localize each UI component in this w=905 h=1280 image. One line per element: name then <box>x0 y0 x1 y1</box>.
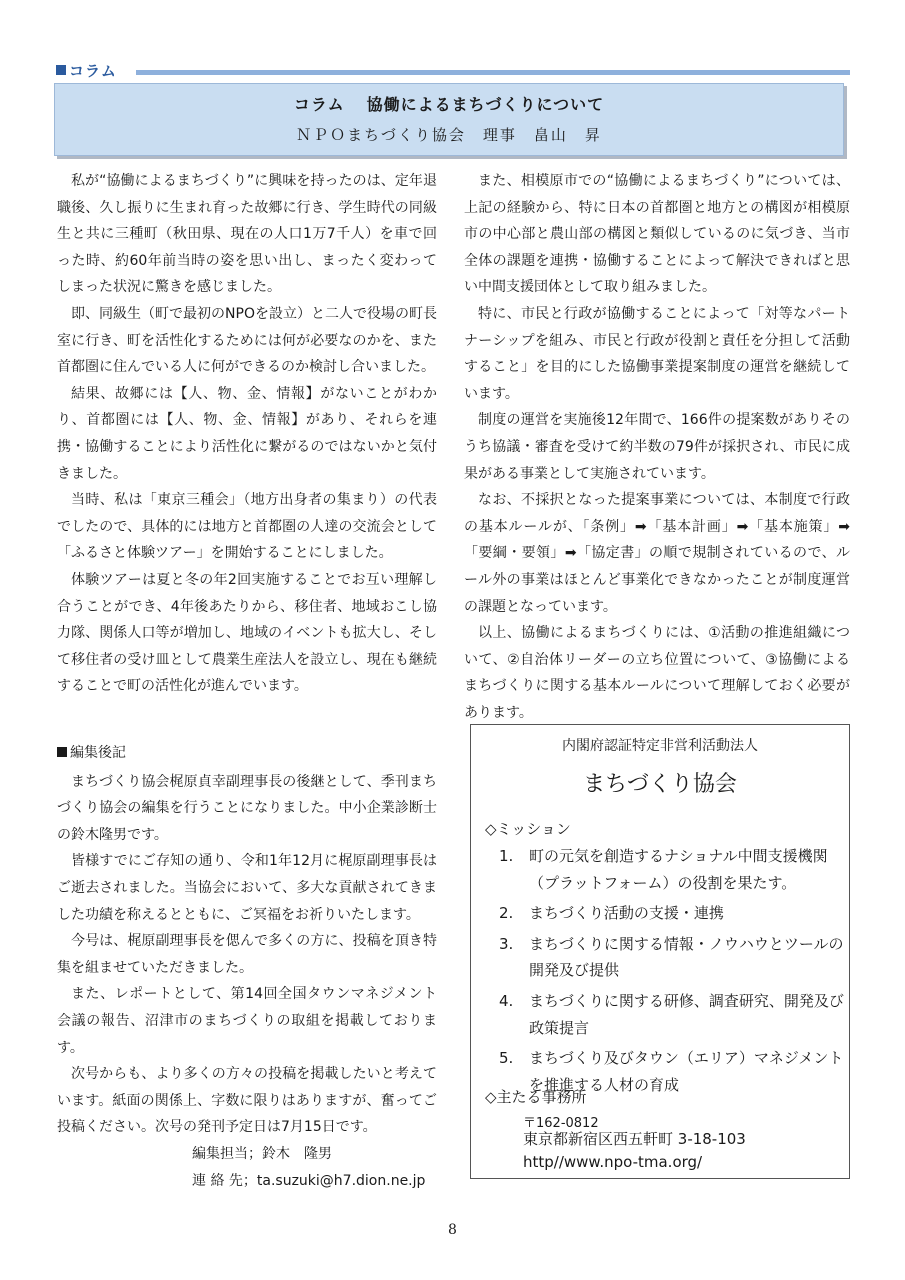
article-paragraph: 私が“協働によるまちづくり”に興味を持ったのは、定年退職後、久し振りに生まれ育った故郷に行き、学生時代の同級生と共に三種町（秋田県、現在の人口1万7千人）を車で回った時、約60年前当時の姿を思い出し、まったく変わってしまった状況に驚きを感じました。 <box>57 173 437 296</box>
mission-number: 1. <box>499 847 514 865</box>
article-paragraph: 体験ツアーは夏と冬の年2回実施することでお互い理解し合うことができ、4年後あたりから、移住者、地域おこし協力隊、関係人口等が増加し、地域のイベントも拡大し、そして移住者の受け皿として農業生産法人を設立し、現在も継続することで町の活性化が進んでいます。 <box>57 571 437 695</box>
page-number: 8 <box>448 1222 457 1238</box>
article-paragraph: 特に、市民と行政が協働することによって「対等なパートナーシップを組み、市民と行政が役割と責任を分担して活動すること」を目的にした協働事業提案制度の運営を継続しています。 <box>464 305 850 402</box>
postscript-paragraph: まちづくり協会梶原貞幸副理事長の後継として、季刊まちづくり協会の編集を行うことになりました。中小企業診断士の鈴木隆男です。 <box>57 773 437 843</box>
postscript-heading-text: 編集後記 <box>70 745 126 761</box>
office-zip: 〒162-0812 <box>523 1116 599 1131</box>
mission-text: まちづくりに関する情報・ノウハウとツールの開発及び提供 <box>529 934 844 980</box>
section-rule <box>136 70 850 75</box>
editors-postscript <box>57 740 437 1194</box>
editor-signature <box>192 1141 437 1194</box>
mission-item <box>499 843 844 896</box>
mission-list <box>499 843 844 1102</box>
postscript-paragraph: 次号からも、より多くの方々の投稿を掲載したいと考えています。紙面の関係上、字数に限りはありますが、奮ってご投稿ください。次号の発刊予定日は7月15日です。 <box>57 1066 437 1136</box>
column-author: ＮＰＯまちづくり協会 理事 畠山 昇 <box>296 126 602 144</box>
section-tag <box>56 60 117 81</box>
article-left-column <box>57 168 437 700</box>
org-website-link[interactable]: http//www.npo-tma.org/ <box>523 1153 703 1171</box>
article-paragraph: 当時、私は「東京三種会」（地方出身者の集まり）の代表でしたので、具体的には地方と首都圏の人達の交流会として「ふるさと体験ツアー」を開始することにしました。 <box>57 492 437 562</box>
postscript-paragraph: 皆様すでにご存知の通り、令和1年12月に梶原副理事長はご逝去されました。当協会において、多大な貢献されてきました功績を称えるとともに、ご冥福をお祈りいたします。 <box>57 853 437 923</box>
mission-text: まちづくり及びタウン（エリア）マネジメントを推進する人材の育成 <box>529 1049 844 1094</box>
column-title-text: 協働によるまちづくりについて <box>366 95 605 114</box>
square-bullet-icon <box>56 65 66 75</box>
editor-contact: 連 絡 先；ta.suzuki@h7.dion.ne.jp <box>192 1172 426 1189</box>
postscript-paragraph: 今号は、梶原副理事長を偲んで多くの方に、投稿を頂き特集を組ませていただきました。 <box>57 933 437 976</box>
mission-item <box>499 931 844 984</box>
article-paragraph: なお、不採択となった提案事業については、本制度で行政の基本ルールが、「条例」➡「基本計画」➡「基本施策」➡「要綱・要領」➡「協定書」の順で規制されているので、ルール外の事業はほとんど事業化できなかったことが制度運営の課題となっています。 <box>464 492 850 615</box>
article-paragraph: 制度の運営を実施後12年間で、166件の提案数がありそのうち協議・審査を受けて約半数の79件が採択され、市民に成果がある事業として実施されています。 <box>464 412 850 482</box>
mission-text: 町の元気を創造するナショナル中間支援機関（プラットフォーム）の役割を果たす。 <box>529 847 828 892</box>
column-kicker: コラム <box>293 95 345 114</box>
mission-number: 4. <box>499 991 514 1010</box>
mission-item <box>499 900 844 927</box>
editor-name: 編集担当；鈴木 隆男 <box>192 1145 332 1162</box>
mission-number: 5. <box>499 1049 514 1068</box>
mission-number: 3. <box>499 934 514 953</box>
article-paragraph: 以上、協働によるまちづくりには、①活動の推進組織について、②自治体リーダーの立ち位置について、③協働によるまちづくりに関する基本ルールについて理解しておく必要があります。 <box>464 625 850 721</box>
article-paragraph: 即、同級生（町で最初のNPOを設立）と二人で役場の町長室に行き、町を活性化するためには何が必要なのかを、また首都圏に住んでいる人に何ができるのか検討し合いました。 <box>57 305 437 376</box>
postscript-paragraph: また、レポートとして、第14回全国タウンマネジメント会議の報告、沼津市のまちづくりの取組を掲載しております。 <box>57 986 437 1056</box>
mission-number: 2. <box>499 904 514 923</box>
office-address: 東京都新宿区西五軒町 3-18-103 <box>523 1130 746 1148</box>
mission-text: まちづくり活動の支援・連携 <box>529 904 724 923</box>
org-name: まちづくり協会 <box>583 772 737 797</box>
article-paragraph: また、相模原市での“協働によるまちづくり”については、上記の経験から、特に日本の首都圏と地方との構図が相模原市の中心部と農山部の構図と類似しているのに気づき、当市全体の課題を連携・協働することによって解決できればと思い中間支援団体として取り組みました。 <box>464 173 850 296</box>
organization-info-box <box>470 724 850 1179</box>
postscript-heading <box>57 740 437 767</box>
article-paragraph: 結果、故郷には【人、物、金、情報】がないことがわかり、首都圏には【人、物、金、情報】があり、それらを連携・協働することにより活性化に繋がるのではないかと気付きました。 <box>57 385 437 482</box>
org-certification: 内閣府認証特定非営利活動法人 <box>562 738 758 754</box>
mission-heading: ◇ミッション <box>485 820 571 838</box>
office-heading: ◇主たる事務所 <box>485 1088 587 1106</box>
square-bullet-icon <box>57 747 67 757</box>
mission-text: まちづくりに関する研修、調査研究、開発及び政策提言 <box>529 991 844 1037</box>
section-tag-label: コラム <box>69 62 117 80</box>
mission-item <box>499 988 844 1041</box>
article-right-column <box>464 168 850 726</box>
column-title <box>55 92 843 115</box>
column-header <box>54 83 844 156</box>
